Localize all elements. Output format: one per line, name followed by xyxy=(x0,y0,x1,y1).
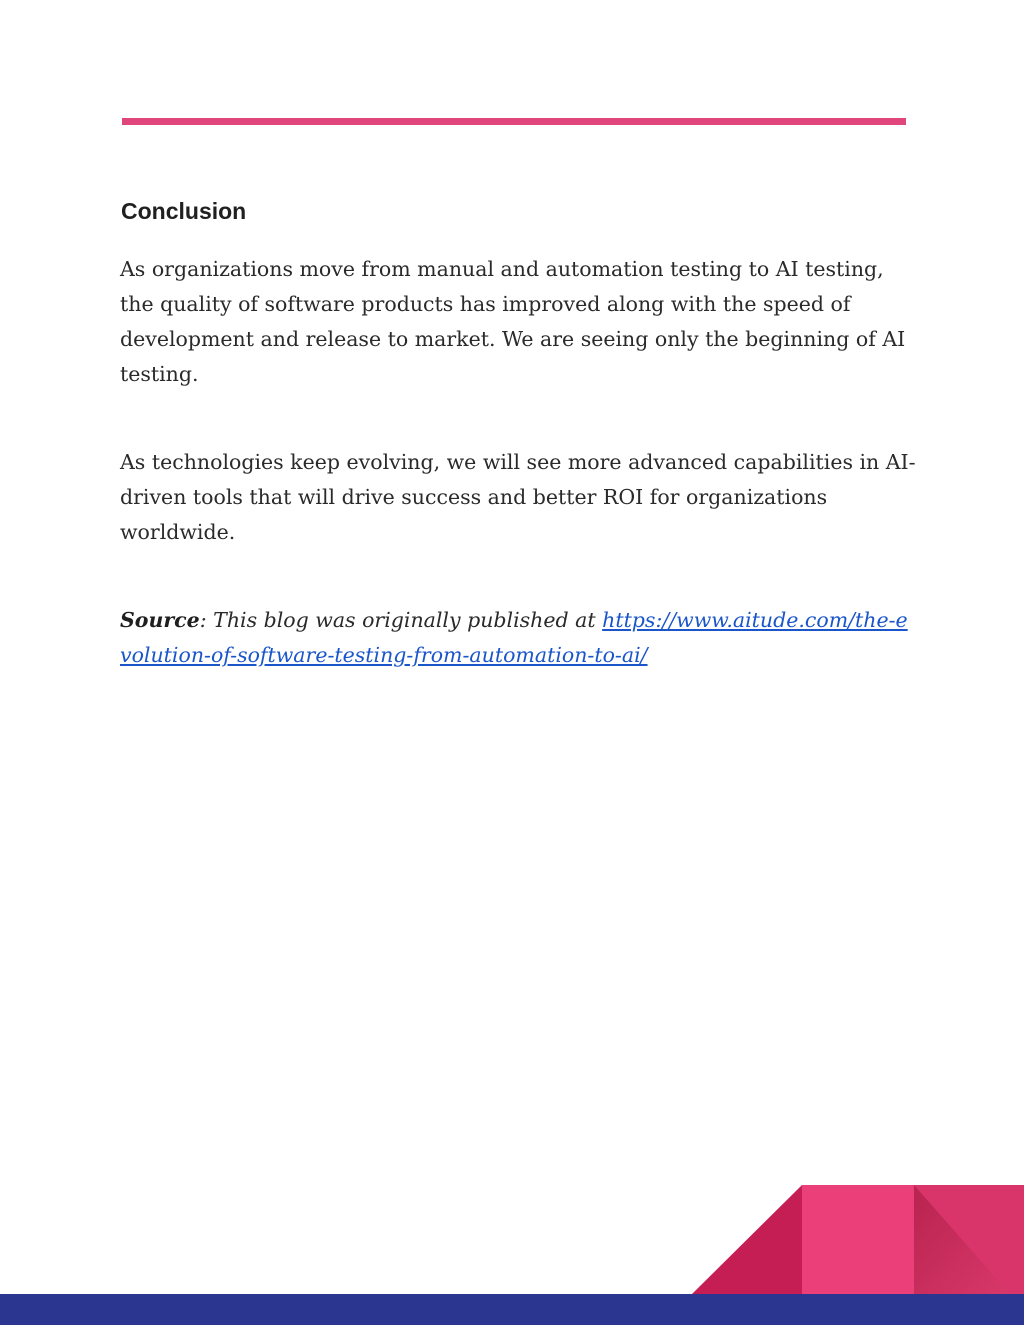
footer-bar xyxy=(0,1294,1024,1325)
paragraph-2: As technologies keep evolving, we will see more advanced capabilities in AI-driven tools that will drive success and better ROI for organizations worldwide. xyxy=(120,450,916,544)
paragraph-1: As organizations move from manual and automation testing to AI testing, the quality of software products has improved along with the speed of development and release to market. We are seeing only the beginning of AI testing. xyxy=(120,257,906,386)
decor-triangle-left xyxy=(692,1185,802,1294)
source-text: : This blog was originally published at xyxy=(199,608,603,632)
section-heading: Conclusion xyxy=(121,198,247,224)
source-link[interactable]: https://www.aitude.com/the-evolution-of-software-testing-from-automation-to-ai/ xyxy=(120,608,908,667)
source-label: Source xyxy=(120,608,200,632)
decor-block-middle xyxy=(802,1185,914,1294)
